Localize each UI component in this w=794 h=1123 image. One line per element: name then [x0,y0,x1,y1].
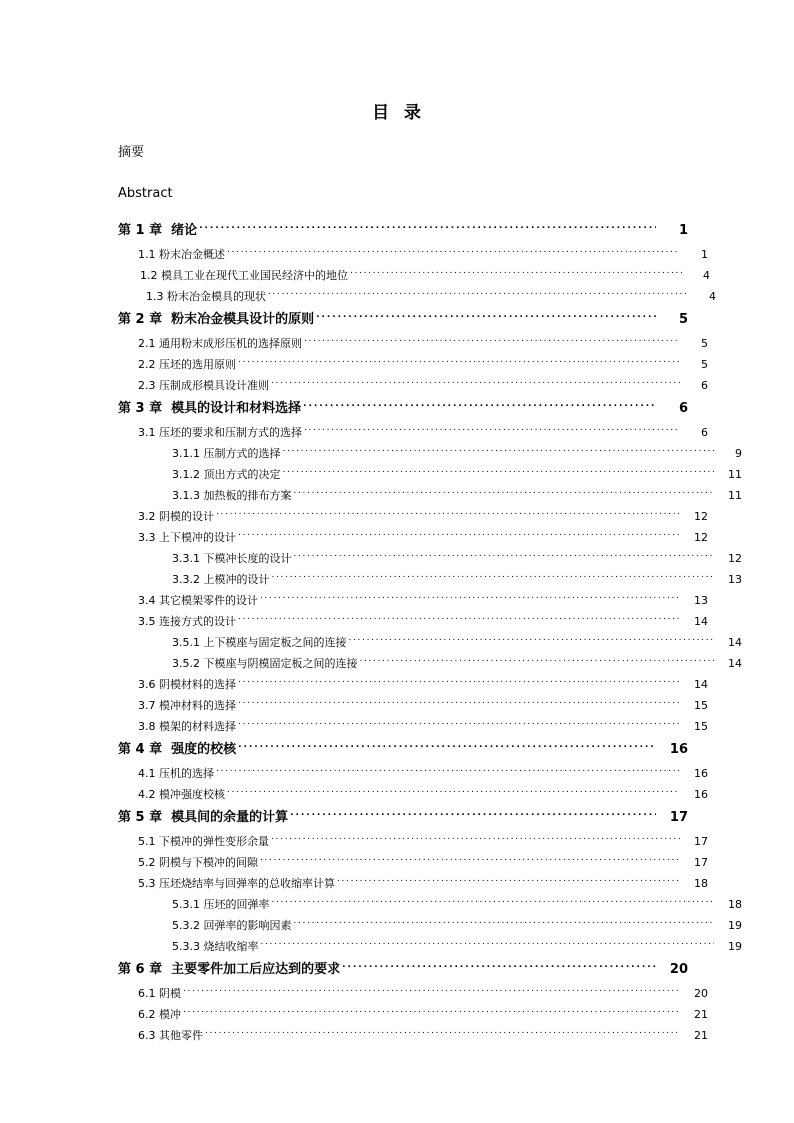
toc-entry[interactable] [118,805,702,831]
toc-entry-label: 2.2 压坯的选用原则 [138,358,236,371]
toc-entry-label: 3.1.1 压制方式的选择 [172,447,281,460]
table-of-contents [118,218,742,1046]
toc-entry-label: 第 1 章 绪论 [118,223,198,238]
toc-entry[interactable] [118,957,702,983]
toc-entry-page-number: 19 [728,919,742,932]
toc-entry-page-number: 15 [694,720,708,733]
toc-entry-label: 2.3 压制成形模具设计准则 [138,379,269,392]
toc-entry-label: 第 3 章 模具的设计和材料选择 [118,401,302,416]
toc-entry-page-number: 13 [694,594,708,607]
toc-entry-label: 3.3.1 下模冲长度的设计 [172,552,292,565]
toc-entry[interactable] [118,354,754,375]
toc-dot-leader [199,221,656,234]
toc-dot-leader [238,677,680,688]
toc-dot-leader [272,897,715,908]
toc-entry-label: 第 4 章 强度的校核 [118,742,237,757]
toc-entry-page-number: 16 [694,767,708,780]
toc-entry[interactable] [118,569,776,590]
toc-entry[interactable] [118,784,754,805]
toc-entry-page-number: 19 [728,940,742,953]
toc-entry[interactable] [118,527,754,548]
toc-dot-leader [183,986,680,997]
toc-entry-page-number: 16 [694,788,708,801]
toc-dot-leader [238,530,680,541]
toc-entry-page-number: 14 [694,615,708,628]
toc-entry-page-number: 1 [678,223,688,238]
toc-entry[interactable] [118,632,772,653]
toc-entry-page-number: 21 [694,1029,708,1042]
front-matter-list [118,145,698,227]
toc-dot-leader [216,509,680,520]
toc-entry-page-number: 9 [735,447,742,460]
toc-entry-page-number: 17 [669,810,688,825]
toc-entry-label: 6.3 其他零件 [138,1029,203,1042]
toc-dot-leader [268,289,688,300]
toc-dot-leader [348,635,714,646]
toc-entry-page-number: 4 [709,290,716,303]
toc-entry[interactable] [118,983,750,1004]
toc-dot-leader [304,336,680,347]
toc-entry[interactable] [118,936,772,957]
toc-entry[interactable] [118,674,750,695]
toc-dot-leader [350,268,682,279]
toc-entry[interactable] [118,396,688,422]
toc-dot-leader [271,378,680,389]
toc-entry[interactable] [118,485,772,506]
toc-entry[interactable] [118,548,772,569]
toc-entry[interactable] [118,307,688,333]
toc-dot-leader [227,787,680,798]
toc-entry[interactable] [118,737,688,763]
toc-entry-label: 3.2 阴模的设计 [138,510,214,523]
toc-entry-page-number: 1 [701,248,708,261]
toc-dot-leader [238,614,680,625]
toc-dot-leader [238,740,656,753]
toc-entry[interactable] [118,716,750,737]
toc-entry[interactable] [118,763,750,784]
toc-entry[interactable] [118,1025,742,1046]
toc-entry-page-number: 18 [694,877,708,890]
toc-entry-page-number: 6 [701,426,708,439]
toc-entry-label: 4.1 压机的选择 [138,767,214,780]
toc-entry-page-number: 5 [678,312,688,327]
toc-entry-label: 5.3.3 烧结收缩率 [172,940,259,953]
toc-entry-page-number: 14 [728,657,742,670]
toc-entry[interactable] [118,244,722,265]
toc-entry-page-number: 21 [694,1008,708,1021]
toc-entry-page-number: 16 [669,742,688,757]
toc-entry-page-number: 12 [694,510,708,523]
toc-dot-leader [238,719,680,730]
toc-dot-leader [283,467,715,478]
toc-dot-leader [337,876,680,887]
toc-entry-page-number: 15 [694,699,708,712]
toc-dot-leader [216,766,680,777]
toc-entry-label: 1.2 模具工业在现代工业国民经济中的地位 [140,269,348,282]
toc-dot-leader [359,656,714,667]
toc-entry[interactable] [118,443,776,464]
toc-entry-page-number: 6 [678,401,688,416]
toc-entry-label: 3.6 阴模材料的选择 [138,678,236,691]
toc-entry-label: 3.4 其它模架零件的设计 [138,594,258,607]
toc-entry[interactable] [118,915,772,936]
toc-entry-label: 4.2 模冲强度校核 [138,788,225,801]
toc-entry-page-number: 20 [669,962,688,977]
toc-entry-label: 5.3.1 压坯的回弹率 [172,898,270,911]
toc-entry-label: 3.3 上下模冲的设计 [138,531,236,544]
toc-entry[interactable] [118,852,750,873]
toc-entry-page-number: 17 [694,856,708,869]
front-matter-item-abstract-en[interactable]: Abstract [118,186,173,201]
toc-dot-leader [294,551,715,562]
toc-entry[interactable] [118,333,754,354]
toc-entry[interactable] [118,894,772,915]
toc-entry-page-number: 5 [701,337,708,350]
toc-entry-page-number: 11 [728,468,742,481]
toc-entry-label: 第 6 章 主要零件加工后应达到的要求 [118,962,341,977]
toc-entry[interactable] [118,422,750,443]
toc-entry-label: 3.1.3 加热板的排布方案 [172,489,292,502]
toc-entry-label: 3.1.2 顶出方式的决定 [172,468,281,481]
toc-entry-page-number: 14 [728,636,742,649]
toc-entry-label: 2.1 通用粉末成形压机的选择原则 [138,337,302,350]
toc-entry-label: 5.2 阴模与下模冲的间隙 [138,856,258,869]
toc-dot-leader [227,247,680,258]
toc-entry-label: 3.5.2 下模座与阴模固定板之间的连接 [172,657,358,670]
toc-entry[interactable] [118,590,750,611]
toc-dot-leader [260,593,680,604]
toc-entry-label: 3.7 模冲材料的选择 [138,699,236,712]
toc-entry[interactable] [118,831,750,852]
toc-entry-page-number: 20 [694,987,708,1000]
toc-entry-label: 5.3 压坯烧结率与回弹率的总收缩率计算 [138,877,335,890]
toc-entry-label: 3.3.2 上模冲的设计 [172,573,270,586]
toc-dot-leader [290,808,656,821]
toc-entry-label: 5.1 下模冲的弹性变形余量 [138,835,269,848]
toc-entry[interactable] [118,265,752,286]
toc-entry-label: 第 2 章 粉末冶金模具设计的原则 [118,312,315,327]
toc-dot-leader [260,855,680,866]
toc-entry[interactable] [118,286,758,307]
toc-entry-label: 5.3.2 回弹率的影响因素 [172,919,292,932]
toc-dot-leader [271,834,680,845]
toc-dot-leader [272,572,715,583]
toc-entry[interactable] [118,464,772,485]
toc-dot-leader [316,310,656,323]
toc-entry[interactable] [118,218,688,244]
toc-dot-leader [294,488,715,499]
toc-entry-page-number: 12 [694,531,708,544]
toc-entry-page-number: 11 [728,489,742,502]
toc-dot-leader [205,1028,680,1039]
toc-entry-label: 3.1 压坯的要求和压制方式的选择 [138,426,302,439]
toc-entry[interactable] [118,506,754,527]
toc-entry-page-number: 13 [728,573,742,586]
toc-dot-leader [294,918,715,929]
toc-entry-label: 3.5 连接方式的设计 [138,615,236,628]
toc-entry-label: 3.5.1 上下模座与固定板之间的连接 [172,636,347,649]
toc-entry-page-number: 17 [694,835,708,848]
toc-entry-label: 3.8 模架的材料选择 [138,720,236,733]
toc-entry[interactable] [118,695,750,716]
toc-entry[interactable] [118,653,772,674]
toc-entry[interactable] [118,873,750,894]
page-title: 目 录 [372,103,422,123]
toc-dot-leader [283,446,715,457]
toc-entry-label: 第 5 章 模具间的余量的计算 [118,810,289,825]
toc-entry[interactable] [118,1004,754,1025]
toc-dot-leader [183,1007,680,1018]
toc-entry[interactable] [118,611,754,632]
toc-entry-label: 1.3 粉末冶金模具的现状 [146,290,266,303]
toc-entry-label: 1.1 粉末冶金概述 [138,248,225,261]
toc-entry-label: 6.1 阴模 [138,987,181,1000]
toc-entry-page-number: 18 [728,898,742,911]
toc-dot-leader [238,357,680,368]
toc-entry-label: 6.2 模冲 [138,1008,181,1021]
toc-dot-leader [342,960,656,973]
toc-entry-page-number: 14 [694,678,708,691]
toc-dot-leader [238,698,680,709]
toc-entry-page-number: 12 [728,552,742,565]
toc-entry-page-number: 6 [701,379,708,392]
toc-entry-page-number: 5 [701,358,708,371]
toc-dot-leader [304,425,680,436]
toc-dot-leader [261,939,715,950]
toc-entry-page-number: 4 [703,269,710,282]
toc-entry[interactable] [118,375,750,396]
toc-dot-leader [303,399,656,412]
front-matter-item-abstract-cn[interactable]: 摘要 [118,145,145,160]
